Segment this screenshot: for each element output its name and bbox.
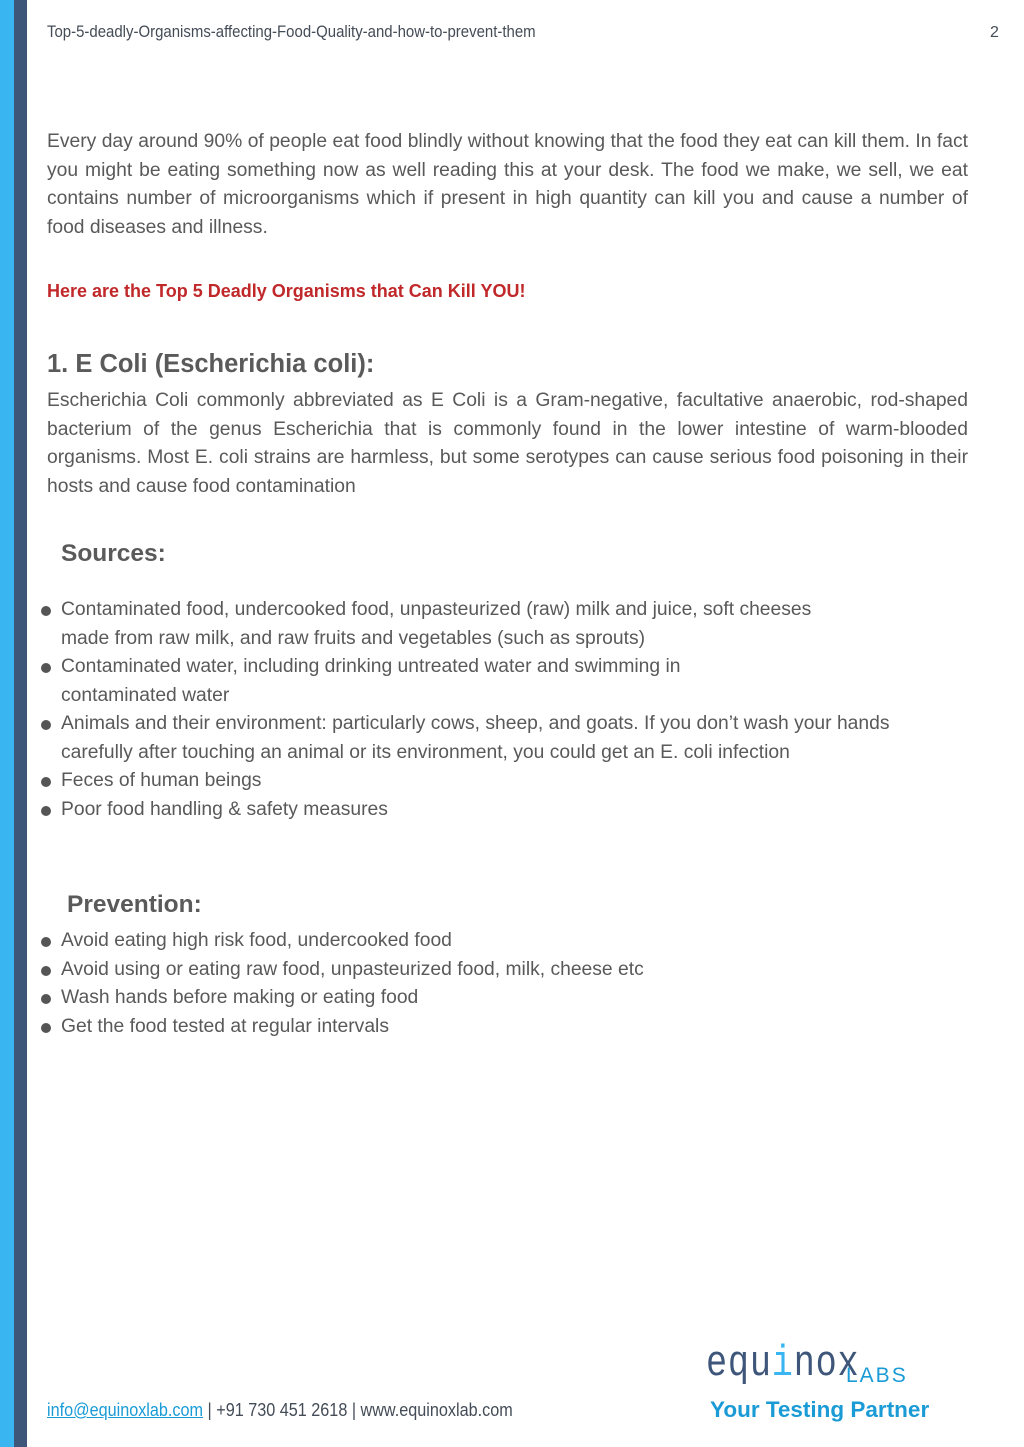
bullet-icon <box>41 606 51 616</box>
list-item-text: Poor food handling & safety measures <box>61 798 388 820</box>
bullet-icon <box>41 966 51 976</box>
bullet-icon <box>41 937 51 947</box>
list-item <box>41 596 971 653</box>
list-item-text: Avoid eating high risk food, undercooked food <box>61 930 452 951</box>
prevention-list <box>41 927 971 1041</box>
bullet-icon <box>41 994 51 1004</box>
tagline: Your Testing Partner <box>710 1397 930 1422</box>
prevention-heading: Prevention: <box>67 891 202 918</box>
list-item <box>41 653 971 710</box>
bullet-icon <box>41 1023 51 1033</box>
side-band-dark <box>14 0 27 1447</box>
logo-word-part: nox <box>793 1339 860 1389</box>
contact-details: | +91 730 451 2618 | www.equinoxlab.com <box>203 1400 513 1420</box>
bullet-icon <box>41 720 51 730</box>
list-item <box>41 1013 971 1042</box>
list-item <box>41 927 971 956</box>
equinox-logo <box>706 1339 860 1389</box>
sources-heading: Sources: <box>61 540 166 567</box>
logo-labs: LABS <box>846 1364 908 1387</box>
bullet-icon <box>41 777 51 787</box>
sources-list <box>41 596 971 824</box>
side-band-light <box>0 0 14 1447</box>
page-number: 2 <box>990 24 999 41</box>
section-body-ecoli: Escherichia Coli commonly abbreviated as E Coli is a Gram-negative, facultative anaerobic, rod-shaped bacterium of the genus Escherichia that is commonly found in the lower intestine of warm-blooded organisms. Most E. coli strains are harmless, but some serotypes can cause serious food poisoning in their hosts and cause food contamination <box>47 390 968 497</box>
list-item-text: Wash hands before making or eating food <box>61 987 419 1008</box>
list-item <box>41 710 971 767</box>
footer-contact <box>47 1400 513 1421</box>
list-item-text: Contaminated food, undercooked food, unpasteurized (raw) milk and juice, soft cheeses made from raw milk, and raw fruits and vegetables (such as sprouts) <box>61 599 812 649</box>
list-item-text: Get the food tested at regular intervals <box>61 1015 389 1037</box>
list-item <box>41 956 971 985</box>
list-item-text: Animals and their environment: particularly cows, sheep, and goats. If you don’t wash your hands carefully after touching an animal or its environment, you could get an E. coli infection <box>61 713 890 763</box>
document-title: Top-5-deadly-Organisms-affecting-Food-Quality-and-how-to-prevent-them <box>47 22 536 41</box>
section-heading-ecoli: 1. E Coli (Escherichia coli): <box>47 350 375 378</box>
list-item <box>41 796 971 825</box>
list-item-text: Feces of human beings <box>61 770 262 791</box>
list-item <box>41 767 971 796</box>
bullet-icon <box>41 806 51 816</box>
logo-word-part: equ <box>706 1339 772 1389</box>
email-link[interactable]: info@equinoxlab.com <box>47 1400 204 1420</box>
intro-paragraph: Every day around 90% of people eat food blindly without knowing that the food they eat can kill them. In fact you might be eating something now as well reading this at your desk. The food we make, we sell, we eat contains number of microorganisms which if present in high quantity can kill you and cause a number of food diseases and illness. <box>47 131 968 238</box>
list-item-text: Avoid using or eating raw food, unpasteurized food, milk, cheese etc <box>61 958 644 980</box>
highlight-callout: Here are the Top 5 Deadly Organisms that Can Kill YOU! <box>47 281 526 301</box>
list-item <box>41 984 971 1013</box>
bullet-icon <box>41 663 51 673</box>
logo-word-part: i <box>771 1339 794 1389</box>
page-side-band <box>0 0 27 1447</box>
list-item-text: Contaminated water, including drinking untreated water and swimming in contaminated water <box>61 656 681 706</box>
